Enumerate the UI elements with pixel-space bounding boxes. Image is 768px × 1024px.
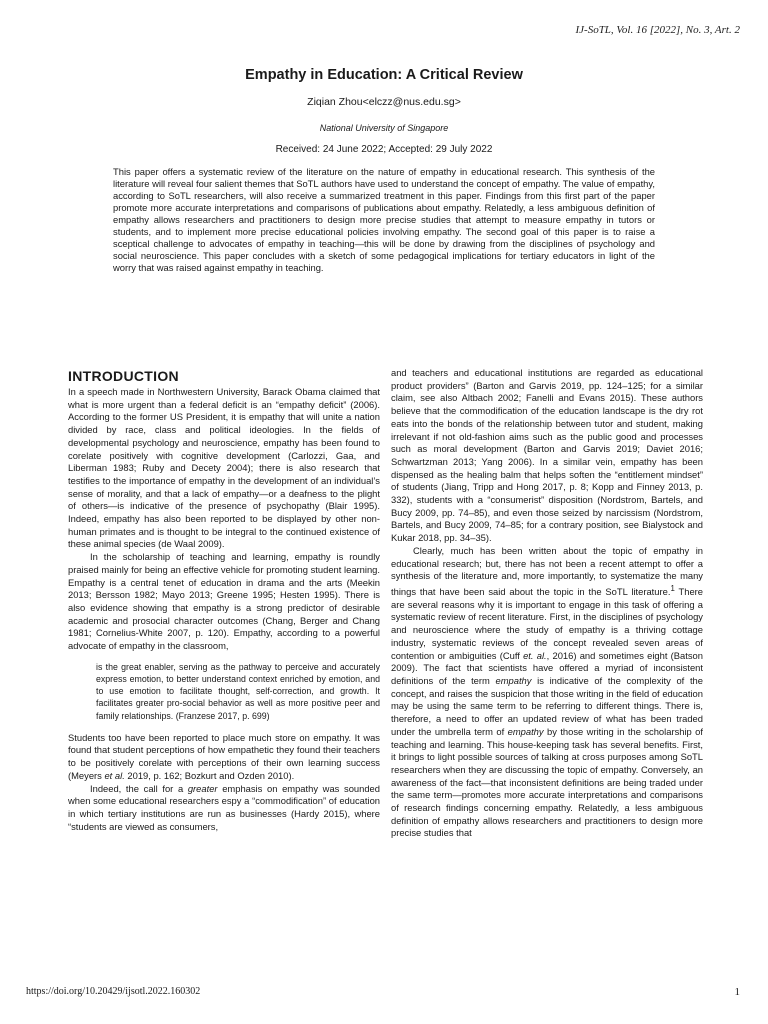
author-line: Ziqian Zhou<elczz@nus.edu.sg> [307, 96, 461, 108]
paragraph-right-2: Clearly, much has been written about the topic of empathy in educational research; but, there has not been a recent attempt to offer a synthesis of the literature and, more importantly, to systematize the many things that have been said about the topic in the SoTL literature.$^1$ There are several reasons why it is important to engage in this task of offering a systematic review of recent literature. First, in the disciplines of psychology and neuroscience where the study of empathy is a thriving cottage industry, systematic reviews of the concept revealed seven areas of contention or ambiguities (Cuff et. al., 2016) and sometimes eight (Batson 2009). The fact that scientists have offered a myriad of inconsistent definitions of the term empathy is indicative of the complexity of the concept, and raises the suspicion that those writing in the field of education may be using the same term to be referring to different things. There is, therefore, a need to offer an updated review of what has been traded under the umbrella term of empathy by those writing in the scholarship of teaching and learning. This house-keeping task has several benefits. First, it brings to light possible sources of talking at cross purposes among SoTL researchers when they are discussing the topic of empathy. Conversely, an awareness of the fact—that inconsistent definitions are being traded under the same term—promotes more accurate interpretations and comparisons of research findings concerning empathy. Relatedly, a less ambiguous definition of empathy allows researchers and practitioners to design more precise studies that [391, 544, 703, 839]
left-column [68, 366, 380, 833]
author-affiliation: National University of Singapore [319, 123, 449, 133]
section-heading-introduction: INTRODUCTION [68, 368, 179, 384]
received-accepted-dates: Received: 24 June 2022; Accepted: 29 July 2022 [275, 144, 493, 155]
paragraph-intro-4: Indeed, the call for a greater emphasis on empathy was sounded when some educational researchers espy a “commodification” of education in which tertiary institutions are run as businesses (Hardy 2015), where “students are viewed as consumers, [68, 782, 380, 832]
abstract: This paper offers a systematic review of the literature on the nature of empathy in educational research. This synthesis of the literature will reveal four salient themes that SoTL authors have used to understand the concept of empathy. The value of empathy, according to SoTL researchers, will also receive a summarized treatment in this paper. Findings from this first part of the paper promote more accurate interpretations and comparisons of publications about empathy. Relatedly, a less ambiguous definition of empathy allows researchers and practitioners to design more precise studies that attempt to measure empathy in tutors or students, and to implement more precise educational policies involving empathy. The second goal of this paper is to raise a sceptical challenge to advocates of empathy in teaching—this will be done by drawing from the disciplines of psychology and social neuroscience. This paper concludes with a sketch of some pedagogical implications for tertiary educators in light of the worry that was raised against empathy in teaching. [113, 166, 655, 273]
paragraph-intro-1: In a speech made in Northwestern University, Barack Obama claimed that what is more urgent than a federal deficit is an “empathy deficit” (2006). According to the former US President, it is empathy that will unite a nation divided by race, class and political ideologies. In the fields of developmental psychology and neuroscience, empathy has been found to corelate positively with cognitive development (Carlozzi, Gaa, and Liberman 1983; Ruby and Decety 2004); there is also research that testifies to the importance of empathy in the development of an individual’s sense of morality, and that a lack of empathy—or a deafness to the plight of others—is indicative of the presence of psychopathy (Blair 1995). Indeed, empathy has also been reported to be displayed by other non-human primates and is thought to be integral to the continued existence of these animal species (de Waal 2009). [68, 386, 380, 550]
article-title: Empathy in Education: A Critical Review [245, 67, 523, 83]
doi-link[interactable]: https://doi.org/10.20429/ijsotl.2022.160302 [26, 986, 201, 997]
page-number: 1 [734, 986, 740, 998]
block-quote: is the great enabler, serving as the pathway to perceive and accurately express emotion, to better understand context enriched by emotion, and to use emotion to facilitate thought, self-correction, and growth. It facilitates greater pro-social behavior as well as more positive peer and family relationships. (Franzese 2017, p. 699) [96, 661, 380, 721]
paragraph-intro-3: Students too have been reported to place much store on empathy. It was found that student perceptions of how empathetic they found their teachers to be positively corelate with perceptions of their own learning success (Meyers et al. 2019, p. 162; Bozkurt and Ozden 2010). [68, 731, 380, 781]
paragraph-intro-2: In the scholarship of teaching and learning, empathy is roundly praised mainly for being an effective vehicle for promoting student learning. Empathy is a central tenet of education in drama and the arts (Meekin 2013; Bersson 1982; Mayo 2013; Greene 1995; Hesten 1995). There is also evidence showing that empathy is a strong predictor of desirable academic and prosocial character outcomes (Chang, Berger and Chang 1981; Cornelius-White 2007, p. 120). Empathy, according to a powerful advocate of empathy in the classroom, [68, 551, 380, 652]
right-column [391, 367, 703, 840]
paragraph-right-1: and teachers and educational institutions are regarded as educational product providers” (Barton and Garvis 2019, pp. 124–125; for a similar claim, see also Altbach 2002; Fanelli and Evans 2015). These authors believe that the commodification of the education landscape is the dry rot eats into the bonds of the relationship between tutor and student, making irrelevant if not old-fashion aims such as the public good and processes such as moral development (Barton and Garvis 2019; Daviet 2016; Schwartzman 2013; Yang 2006). In a similar vein, empathy has been dispensed as the healing balm that helps soften the “entitlement mindset” of students (Jiang, Tripp and Hong 2017, p. 8; Kopp and Finney 2013, p. 332), students with a “consumerist” disposition (Nordstrom, Bartels, and Bucy 2009, pp. 74–85), and even those seized by narcissism (Nordstrom, Bartels, and Bucy 2009, 74–85; for a contrary position, see Bialystock and Kukar 2018, pp. 34–35). [391, 367, 703, 544]
journal-reference: IJ-SoTL, Vol. 16 [2022], No. 3, Art. 2 [575, 24, 740, 36]
footnote-marker[interactable]: 1 [670, 583, 675, 593]
